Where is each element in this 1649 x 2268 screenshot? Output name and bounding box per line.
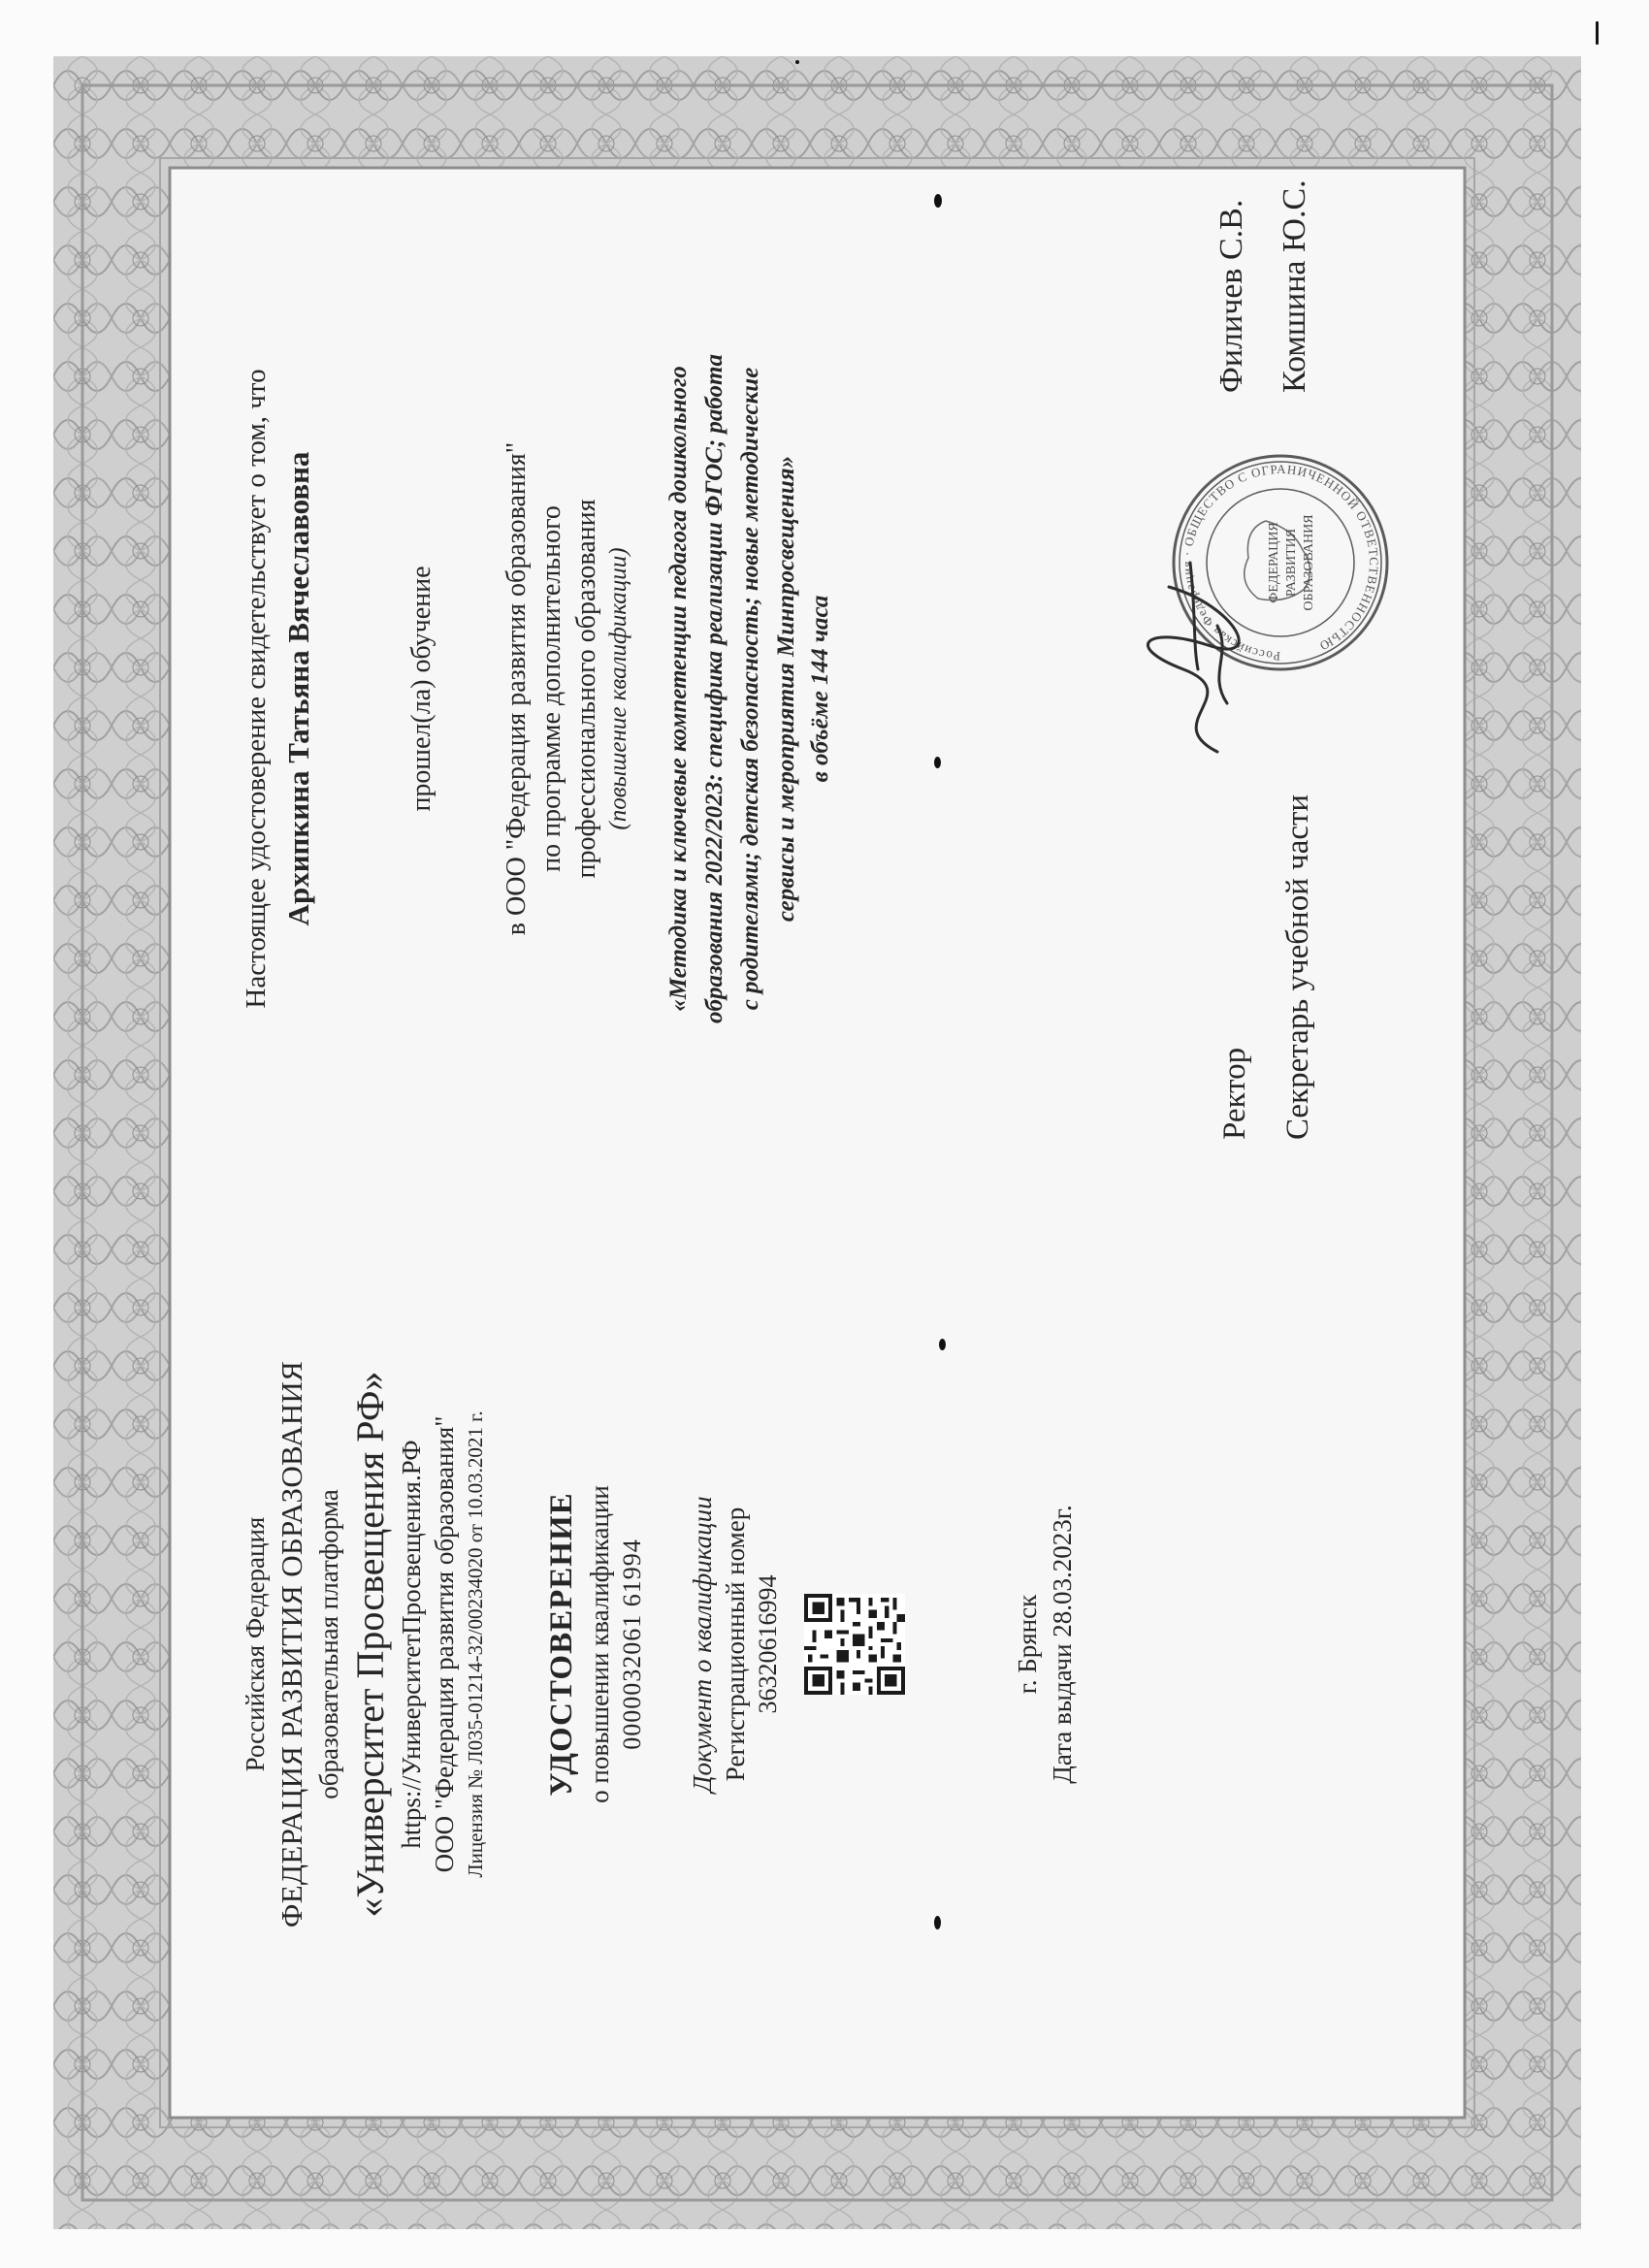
issuer-column: [238, 1276, 1080, 2013]
recipient-column: [238, 189, 837, 1188]
scan-speck: [934, 194, 942, 208]
certificate-content: [238, 150, 1499, 2158]
organization-name: ООО "Федерация развития образования": [430, 1415, 459, 1873]
registration-label: Регистрационный номер: [721, 1507, 750, 1782]
secretary-name: Комшина Ю.С.: [1277, 179, 1312, 393]
seal-inner-line-3: ОБРАЗОВАНИЯ: [1302, 514, 1316, 611]
certificate-intro: Настоящее удостоверение свидетельствует о том, что: [241, 369, 272, 1009]
university-name: «Университет Просвещения РФ»: [348, 1371, 392, 1918]
course-title-line-4: сервисы и мероприятия Минпросвещения»: [773, 455, 799, 923]
training-completed: прошел(ла) обучение: [406, 566, 436, 812]
issue-date: Дата выдачи 28.03.2023г.: [1048, 1505, 1077, 1784]
scan-speck: [939, 1339, 946, 1350]
rector-role: Ректор: [1217, 1047, 1252, 1140]
document-title: УДОСТОВЕРЕНИЕ: [544, 1492, 579, 1797]
qr-code-icon: [804, 1594, 905, 1695]
university-url: https://УниверситетПросвещения.РФ: [397, 1440, 426, 1849]
federation-name: ФЕДЕРАЦИЯ РАЗВИТИЯ ОБРАЗОВАНИЯ: [275, 1360, 308, 1928]
program-line-2: профессионального образования: [571, 499, 601, 879]
rector-name: Филичев С.В.: [1213, 199, 1249, 393]
seal-inner-line-2: РАЗВИТИЯ: [1284, 528, 1299, 598]
program-kind: (повышение квалификации): [605, 547, 631, 830]
course-title-line-2: образования 2022/2023: специфика реализации ФГОС; работа: [701, 354, 728, 1023]
program-line-1: по программе дополнительного: [536, 505, 566, 872]
seal-outer-text: Российская Федерация · ОБЩЕСТВО С ОГРАНИЧЕННОЙ ОТВЕТСТВЕННОСТЬЮ: [1179, 461, 1382, 664]
seal-inner-line-1: ФЕДЕРАЦИЯ: [1267, 522, 1281, 603]
rector-signature: [1140, 548, 1246, 761]
scan-speck: [1596, 21, 1599, 45]
course-title-line-1: «Методика и ключевые компетенции педагога дошкольного: [665, 366, 692, 1012]
document-number: 0000032061 61994: [618, 1539, 646, 1750]
country-name: Российская Федерация: [241, 1516, 270, 1772]
platform-label: образовательная платформа: [314, 1489, 343, 1799]
document-kind: Документ о квалификации: [688, 1496, 717, 1793]
training-organization: в ООО "Федерация развития образования": [501, 441, 532, 936]
scan-speck: [934, 757, 941, 768]
scan-speck: [934, 1916, 941, 1929]
scan-speck: [795, 60, 799, 64]
course-title-line-3: с родителями; детская безопасность; новые методические: [737, 367, 763, 1011]
secretary-role: Секретарь учебной части: [1280, 794, 1315, 1140]
course-volume: в объёме 144 часа: [807, 595, 833, 783]
document-subtitle: о повышении квалификации: [585, 1485, 614, 1803]
recipient-name: Архипкина Татьяна Вячеславовна: [281, 451, 315, 926]
license-number: Лицензия № Л035-01214-32/00234020 от 10.03.2021 г.: [464, 1410, 487, 1878]
registration-number: 36320616994: [754, 1574, 782, 1714]
issue-city: г. Брянск: [1013, 1594, 1042, 1695]
